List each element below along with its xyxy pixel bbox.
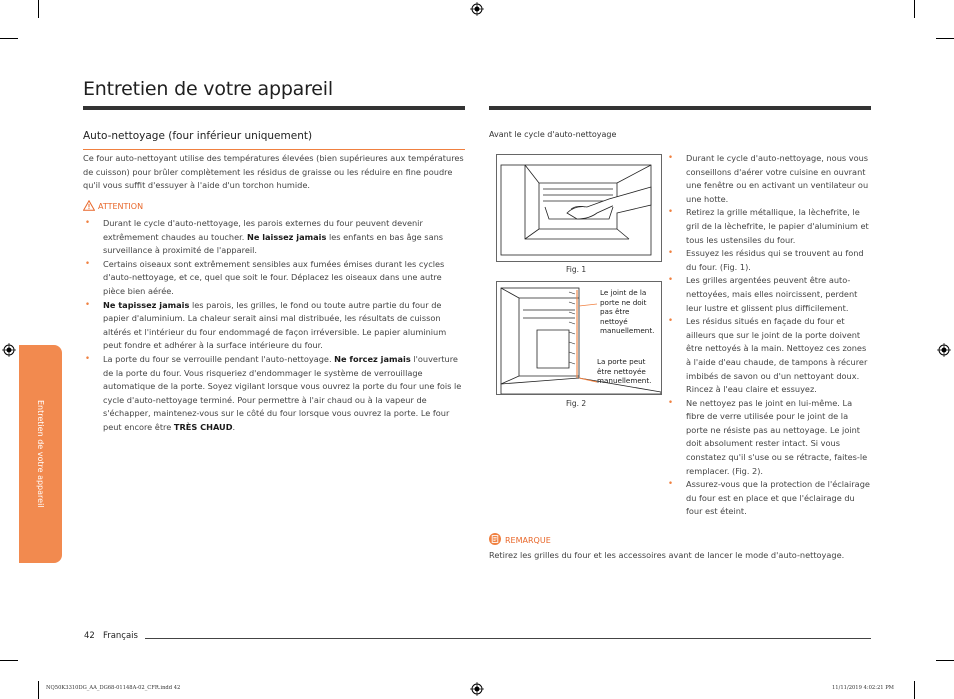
list-item: • Les grilles argentées peuvent être auto-nettoyées, mais elles noircissent, perdent leur lustre et glissent plus difficilement. — [666, 274, 872, 315]
figure-1 — [496, 154, 662, 262]
registration-mark-icon — [470, 682, 484, 696]
registration-mark-icon — [937, 343, 951, 357]
caution-list — [83, 217, 465, 435]
list-item: • Ne tapissez jamais les parois, les grilles, le fond ou toute autre partie du four de papier d'aluminium. La chaleur serait ainsi mal distribuée, les résultats de cuisson altérés et l'intérieur du four endommagé de façon irréversible. Le papier aluminium peut fondre et adhérer à la surface intérieure du four. — [83, 299, 465, 353]
page-language: Français — [102, 631, 138, 641]
date-slug: 11/11/2019 4:02:21 PM — [832, 685, 894, 691]
section-rule — [83, 149, 465, 150]
page-number: 42 — [84, 631, 95, 641]
figure-2-caption: Fig. 2 — [566, 399, 587, 408]
list-item: • Les résidus situés en façade du four et ailleurs que sur le joint de la porte doivent être nettoyés à la main. Nettoyez ces zones à l'aide d'eau chaude, de tampons à récurer imbibés de savon ou d'un nettoyant doux. Rincez à l'eau claire et essuyez. — [666, 315, 872, 397]
crop-mark — [0, 38, 18, 39]
registration-mark-icon — [2, 343, 16, 357]
crop-mark — [38, 681, 39, 699]
caution-label: ATTENTION — [98, 202, 144, 211]
registration-mark-icon — [470, 2, 484, 16]
callout-joint: Le joint de la porte ne doit pas être nettoyé manuellement. — [600, 288, 655, 336]
figures-heading: Avant le cycle d'auto-nettoyage — [489, 130, 617, 139]
note-text: Retirez les grilles du four et les accessoires avant de lancer le mode d'auto-nettoyage. — [489, 550, 845, 560]
list-item: • Durant le cycle d'auto-nettoyage, les parois externes du four peuvent devenir extrêmement chaudes au toucher. Ne laissez jamais les enfants en bas âge sans surveillance à proximité de l'appareil. — [83, 217, 465, 258]
intro-paragraph: Ce four auto-nettoyant utilise des températures élevées (bien supérieures aux températures de cuisson) pour brûler complètement les résidus de graisse ou les réduire en fine poudre qu'il vous suffit d'essuyer à l'aide d'un torchon humide. — [83, 153, 464, 191]
list-item: • Certains oiseaux sont extrêmement sensibles aux fumées émises durant les cycles d'auto-nettoyage, et ce, quel que soit le four. Déplacez les oiseaux dans une autre pièce bien aérée. — [83, 258, 465, 299]
page-footer — [84, 631, 138, 641]
list-item: • Assurez-vous que la protection de l'éclairage du four est en place et que l'éclairage du four est éteint. — [666, 478, 872, 519]
title-rule-right — [489, 106, 871, 110]
note-icon — [489, 533, 501, 545]
crop-mark — [936, 38, 954, 39]
note-heading — [489, 533, 551, 545]
title-rule-left — [83, 106, 465, 110]
oven-cleaning-illustration — [497, 155, 661, 261]
callout-door: La porte peut être nettoyée manuellement. — [597, 357, 652, 386]
caution-heading — [83, 200, 143, 211]
crop-mark — [936, 660, 954, 661]
list-item: • Durant le cycle d'auto-nettoyage, nous vous conseillons d'aérer votre cuisine en ouvrant une fenêtre ou en activant un ventilateur ou une hotte. — [666, 152, 872, 206]
list-item: • Ne nettoyez pas le joint en lui-même. La fibre de verre utilisée pour le joint de la porte ne résiste pas au nettoyage. Le joint doit absolument rester intact. Si vous constatez qu'il s'use ou se rétracte, faites-le remplacer. (Fig. 2). — [666, 397, 872, 479]
crop-mark — [914, 0, 915, 18]
figure-1-caption: Fig. 1 — [566, 265, 587, 274]
page-title: Entretien de votre appareil — [83, 78, 333, 100]
list-item: • La porte du four se verrouille pendant l'auto-nettoyage. Ne forcez jamais l'ouverture de la porte du four. Vous risqueriez d'endommager le système de verrouillage automatique de la porte. Soyez vigilant lorsque vous ouvrez la porte du four une fois le cycle d'auto-nettoyage terminé. Pour permettre à l'air chaud ou à la vapeur de s'échapper, maintenez-vous sur le côté du four lorsque vous ouvrez la porte. Le four peut encore être TRÈS CHAUD. — [83, 353, 465, 435]
note-label: REMARQUE — [505, 536, 551, 545]
list-item: • Essuyez les résidus qui se trouvent au fond du four. (Fig. 1). — [666, 247, 872, 274]
crop-mark — [38, 0, 39, 18]
warning-icon — [83, 200, 95, 211]
instructions-list — [666, 152, 872, 519]
section-title: Auto-nettoyage (four inférieur uniquement) — [83, 130, 313, 142]
crop-mark — [914, 681, 915, 699]
file-slug: NQ50K3310DG_AA_DG68-01148A-02_CFR.indd 42 — [46, 685, 181, 691]
list-item: • Retirez la grille métallique, la lèchefrite, le gril de la lèchefrite, le papier d'aluminium et tous les ustensiles du four. — [666, 206, 872, 247]
side-tab-label: Entretien de votre appareil — [36, 400, 45, 508]
crop-mark — [0, 660, 18, 661]
footer-rule — [145, 638, 871, 639]
